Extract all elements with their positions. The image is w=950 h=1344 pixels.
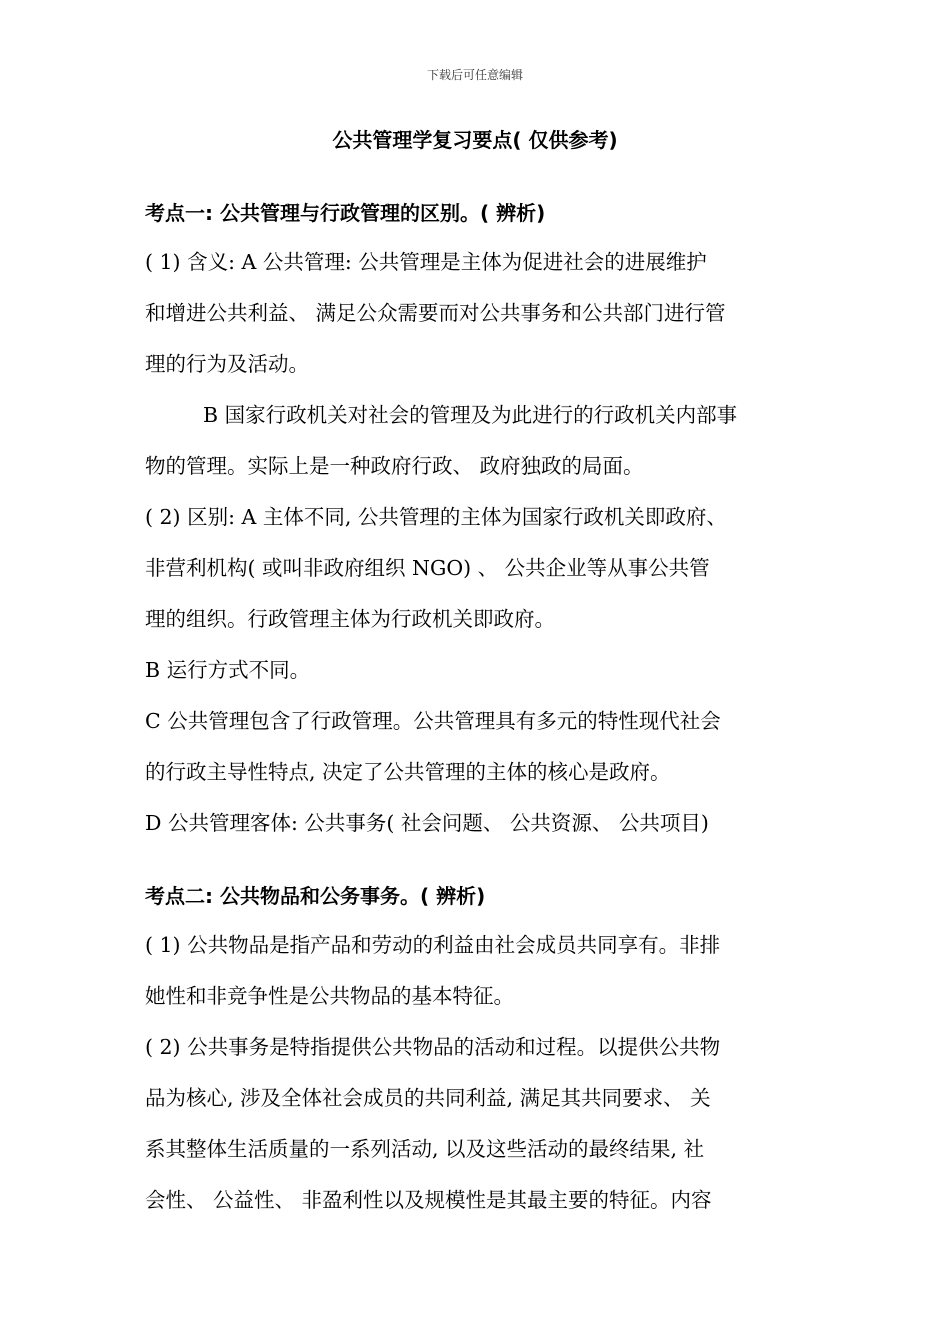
paragraph-line: ( 1) 公共物品是指产品和劳动的利益由社会成员共同享有。非排 xyxy=(145,933,721,957)
paragraph-line: 她性和非竞争性是公共物品的基本特征。 xyxy=(145,984,514,1008)
paragraph-line: 理的组织。行政管理主体为行政机关即政府。 xyxy=(145,607,555,631)
paragraph-line: ( 1) 含义: A 公共管理: 公共管理是主体为促进社会的进展维护 xyxy=(145,250,707,274)
paragraph-line: 非营利机构( 或叫非政府组织 NGO) 、 公共企业等从事公共管 xyxy=(145,556,710,580)
paragraph-line: 会性、 公益性、 非盈利性以及规模性是其最主要的特征。内容 xyxy=(145,1188,712,1212)
paragraph-line: 和增进公共利益、 满足公众需要而对公共事务和公共部门进行管 xyxy=(145,301,726,325)
paragraph-line: 的行政主导性特点, 决定了公共管理的主体的核心是政府。 xyxy=(145,760,671,784)
section-heading: 考点二: 公共物品和公务事务。( 辨析) xyxy=(145,884,486,908)
paragraph-line: ( 2) 公共事务是特指提供公共物品的活动和过程。以提供公共物 xyxy=(145,1035,721,1059)
header-note: 下载后可任意编辑 xyxy=(426,68,523,82)
paragraph-line: 物的管理。实际上是一种政府行政、 政府独政的局面。 xyxy=(145,454,644,478)
section-heading: 考点一: 公共管理与行政管理的区别。( 辨析) xyxy=(145,201,546,225)
paragraph-line: B 运行方式不同。 xyxy=(145,658,311,682)
paragraph-line: C 公共管理包含了行政管理。公共管理具有多元的特性现代社会 xyxy=(145,709,721,733)
paragraph-line: 系其整体生活质量的一系列活动, 以及这些活动的最终结果, 社 xyxy=(145,1137,705,1161)
paragraph-line: B 国家行政机关对社会的管理及为此进行的行政机关内部事 xyxy=(203,403,738,427)
document-title: 公共管理学复习要点( 仅供参考) xyxy=(332,128,618,152)
paragraph-line: ( 2) 区别: A 主体不同, 公共管理的主体为国家行政机关即政府、 xyxy=(145,505,727,529)
paragraph-line: 理的行为及活动。 xyxy=(145,352,309,376)
paragraph-line: 品为核心, 涉及全体社会成员的共同利益, 满足其共同要求、 关 xyxy=(145,1086,711,1110)
paragraph-line: D 公共管理客体: 公共事务( 社会问题、 公共资源、 公共项目) xyxy=(145,811,709,835)
